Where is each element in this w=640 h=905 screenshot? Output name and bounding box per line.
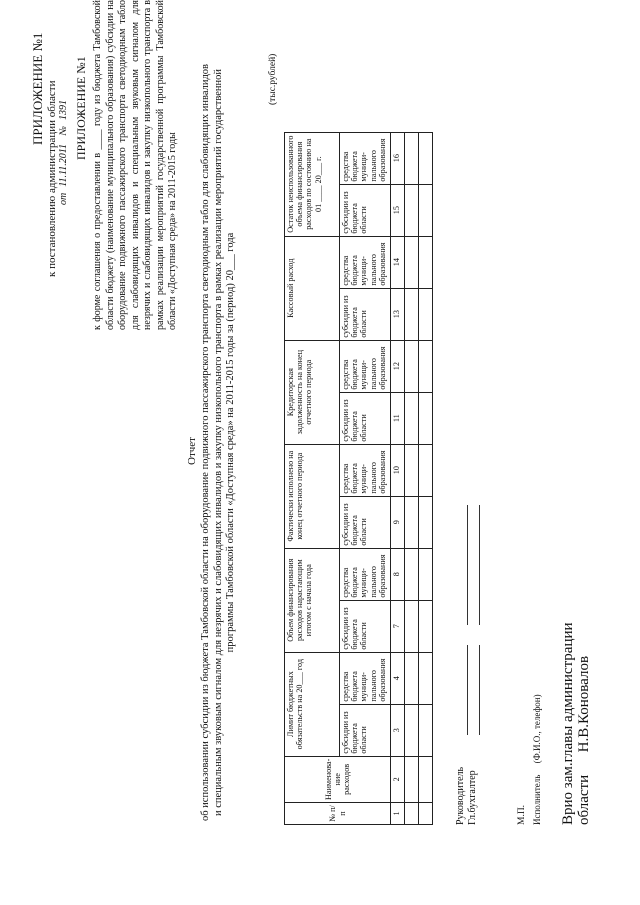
deputy-signature	[560, 622, 592, 825]
date-prefix: от	[58, 192, 69, 205]
sub-municipal-header: средства бюджета муници-пального образования	[340, 236, 391, 288]
group-balance-header: Остаток неиспользованного объема финансирования расходов по состоянию на 01 ____ 20___ г.	[285, 132, 340, 236]
stamp-place: М.П.	[517, 804, 527, 825]
deputy-title: Врио зам.главы администрации	[560, 622, 576, 825]
column-number: 14	[391, 236, 405, 288]
column-number: 9	[391, 496, 405, 548]
table-cell	[405, 132, 419, 184]
table-cell	[405, 600, 419, 652]
number-prefix: №	[58, 126, 69, 136]
head-signature-line	[467, 645, 468, 735]
sub-region-header: субсидии из бюджета области	[340, 600, 391, 652]
sub-region-header: субсидии из бюджета области	[340, 184, 391, 236]
date-value: 11.11.2011	[58, 143, 69, 187]
sub-municipal-header: средства бюджета муници-пального образования	[340, 548, 391, 600]
column-numbers-row	[391, 132, 405, 824]
column-number: 2	[391, 756, 405, 802]
column-number: 13	[391, 288, 405, 340]
table-cell	[405, 392, 419, 444]
sub-region-header: субсидии из бюджета области	[340, 496, 391, 548]
table-cell	[419, 652, 433, 704]
table-cell	[419, 704, 433, 756]
number-value: 1391	[58, 100, 69, 121]
sub-region-header: субсидии из бюджета области	[340, 704, 391, 756]
annex-title: ПРИЛОЖЕНИЕ №1	[30, 32, 45, 145]
table-row	[419, 132, 433, 824]
group-payable-header: Кредиторская задолженность на конец отчетного периода	[285, 340, 340, 444]
group-financing-header: Объем финансирования расходов нарастающим итогом с начала года	[285, 548, 340, 652]
form-annex-title: ПРИЛОЖЕНИЕ №1	[74, 56, 88, 160]
signature-accountant	[467, 770, 479, 825]
report-title: об использовании субсидии из бюджета Тамбовской области на оборудование подвижного пассажирского транспорта светодиодным табло для слабовидящих инвалидов и специальным звуковым сигналом для незрячих и слабовидящих инвалидов и закупку низкопольного транспорта в рамках реализации мероприятий государственной программы Тамбовской области «Доступная среда» на 2011-2015 годы за (период) 20___ года	[200, 63, 236, 822]
sub-municipal-header: средства бюджета муници-пального образования	[340, 132, 391, 184]
accountant-signature-line	[479, 645, 480, 735]
sub-region-header: субсидии из бюджета области	[340, 392, 391, 444]
column-number: 3	[391, 704, 405, 756]
report-word: Отчет	[186, 437, 198, 465]
accountant-name-line	[479, 505, 480, 625]
table-row	[405, 132, 419, 824]
column-number: 16	[391, 132, 405, 184]
table-cell	[419, 496, 433, 548]
table-cell	[405, 340, 419, 392]
accountant-label: Гл.бухгалтер	[467, 770, 478, 825]
table-cell	[405, 184, 419, 236]
column-number: 4	[391, 652, 405, 704]
executor-hint: (Ф.И.О., телефон)	[532, 694, 542, 764]
table-cell	[405, 704, 419, 756]
annex-date-line	[58, 94, 69, 205]
executor-label: Исполнитель	[532, 774, 542, 825]
deputy-name: Н.В.Коновалов	[576, 655, 592, 753]
table-cell	[405, 444, 419, 496]
group-actual-header: Фактически исполнено на конец отчетного периода	[285, 444, 340, 548]
table-cell	[419, 444, 433, 496]
table-cell	[419, 132, 433, 184]
table-cell	[419, 340, 433, 392]
column-number: 15	[391, 184, 405, 236]
column-number: 7	[391, 600, 405, 652]
column-number: 12	[391, 340, 405, 392]
form-annex-text: к форме соглашения о предоставлении в ____ году из бюджета Тамбовской области бюджету (наименование муниципального образования) субсидии на оборудование подвижного пассажирского транспорта светодиодным табло для слабовидящих инвалидов и специальным звуковым сигналом для незрячих и слабовидящих инвалидов и закупку низкопольного транспорта в рамках реализации мероприятий государственной программы Тамбовской области «Доступная среда» на 2011-2015 годы	[92, 0, 178, 330]
col-number-header: № п/п	[285, 803, 391, 825]
executor-line	[532, 694, 542, 825]
table-cell	[405, 756, 419, 802]
head-label: Руководитель	[455, 766, 466, 825]
table-cell	[405, 803, 419, 825]
deputy-name-line	[576, 622, 592, 825]
table-subheader-row	[340, 132, 391, 824]
sub-municipal-header: средства бюджета муници-пального образования	[340, 340, 391, 392]
table-cell	[405, 548, 419, 600]
table-cell	[419, 756, 433, 802]
sub-municipal-header: средства бюджета муници-пального образования	[340, 444, 391, 496]
sub-municipal-header: средства бюджета муници-пального образования	[340, 652, 391, 704]
col-name-header: Наименова-ние расходов	[285, 756, 391, 802]
table-header-row	[285, 132, 340, 824]
deputy-region: области	[576, 774, 592, 825]
column-number: 10	[391, 444, 405, 496]
table-cell	[405, 236, 419, 288]
table-cell	[419, 184, 433, 236]
column-number: 8	[391, 548, 405, 600]
table-cell	[419, 548, 433, 600]
table-cell	[419, 236, 433, 288]
table-cell	[419, 803, 433, 825]
table-cell	[419, 288, 433, 340]
table-cell	[405, 288, 419, 340]
table-cell	[419, 392, 433, 444]
annex-subtitle: к постановлению администрации области	[46, 80, 58, 277]
table-cell	[405, 496, 419, 548]
table-cell	[419, 600, 433, 652]
report-table	[284, 132, 433, 825]
column-number: 11	[391, 392, 405, 444]
group-limit-header: Лимит бюджетных обязательств на 20___ год	[285, 652, 340, 756]
units-label: (тыс.рублей)	[268, 53, 278, 105]
column-number: 1	[391, 803, 405, 825]
group-cash-header: Кассовый расход	[285, 236, 340, 340]
head-name-line	[467, 505, 468, 625]
signature-head	[455, 767, 467, 825]
sub-region-header: субсидии из бюджета области	[340, 288, 391, 340]
table-cell	[405, 652, 419, 704]
